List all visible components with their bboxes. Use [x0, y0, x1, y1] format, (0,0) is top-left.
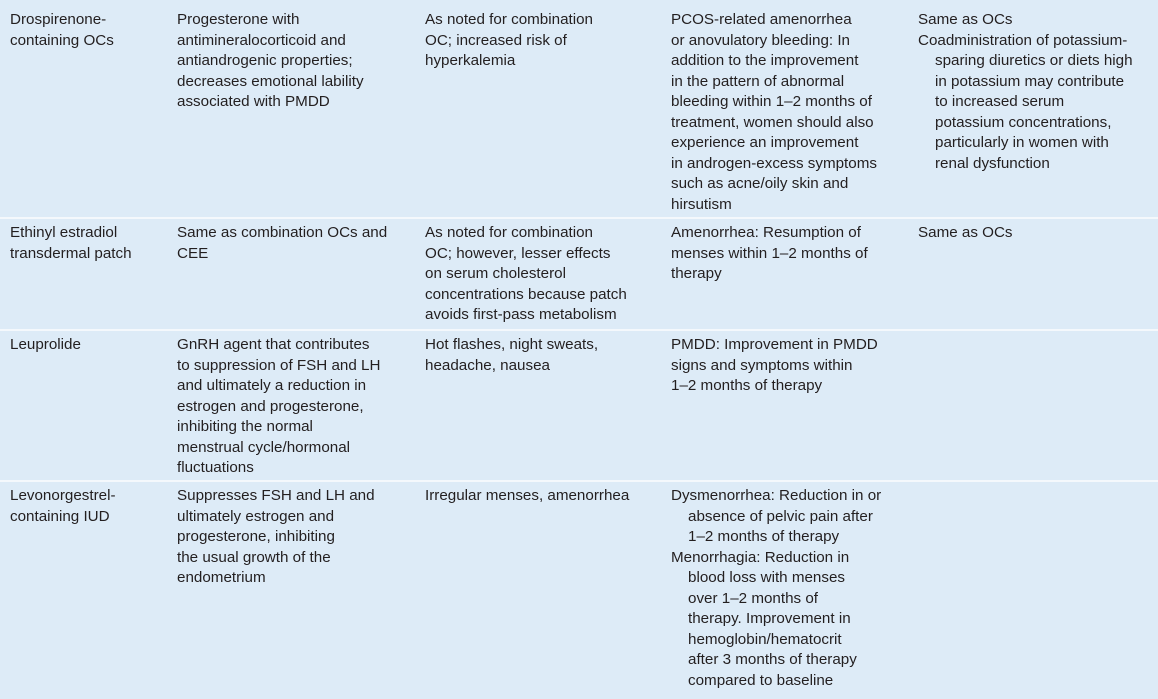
cell-monitoring: PMDD: Improvement in PMDD signs and symptoms within 1–2 months of therapy: [671, 336, 878, 394]
cell-monitoring: Amenorrhea: Resumption of menses within 1–2 months of therapy: [671, 224, 868, 282]
cell-interactions: Same as OCs: [918, 224, 1013, 241]
cell-interactions: Same as OCs Coadministration of potassium- sparing diuretics or diets high in potassium may contribute to increased serum potassium concentrations, particularly in women with renal dysfunction: [918, 11, 1133, 172]
cell-mechanism: GnRH agent that contributes to suppression of FSH and LH and ultimately a reduction in estrogen and progesterone, inhibiting the normal menstrual cycle/hormonal fluctuations: [177, 336, 381, 476]
cell-adverse-effects: As noted for combination OC; however, lesser effects on serum cholesterol concentrations because patch avoids first-pass metabolism: [425, 224, 627, 323]
cell-adverse-effects: Hot flashes, night sweats, headache, nausea: [425, 336, 599, 374]
cell-drug: Ethinyl estradiol transdermal patch: [10, 224, 132, 262]
cell-monitoring: Dysmenorrhea: Reduction in or absence of pelvic pain after 1–2 months of therapy Menorrhagia: Reduction in blood loss with menses over 1–2 months of therapy. Improvement in hemoglobin/hematocrit after 3 months of therapy compared to baseline: [671, 487, 882, 689]
cell-mechanism: Suppresses FSH and LH and ultimately estrogen and progesterone, inhibiting the usual growth of the endometrium: [177, 487, 375, 586]
row-divider: [0, 480, 1158, 482]
cell-mechanism: Progesterone with antimineralocorticoid and antiandrogenic properties; decreases emotional lability associated with PMDD: [177, 11, 364, 110]
cell-drug: Drospirenone- containing OCs: [10, 11, 114, 49]
row-divider: [0, 217, 1158, 219]
cell-adverse-effects: Irregular menses, amenorrhea: [425, 487, 630, 504]
cell-mechanism: Same as combination OCs and CEE: [177, 224, 388, 262]
cell-adverse-effects: As noted for combination OC; increased risk of hyperkalemia: [425, 11, 594, 69]
cell-drug: Leuprolide: [10, 336, 81, 353]
cell-drug: Levonorgestrel- containing IUD: [10, 487, 116, 525]
cell-monitoring: PCOS-related amenorrhea or anovulatory bleeding: In addition to the improvement in the pattern of abnormal bleeding within 1–2 months of treatment, women should also experience an improvement in androgen-excess symptoms such as acne/oily skin and hirsutism: [671, 11, 877, 213]
row-divider: [0, 329, 1158, 331]
